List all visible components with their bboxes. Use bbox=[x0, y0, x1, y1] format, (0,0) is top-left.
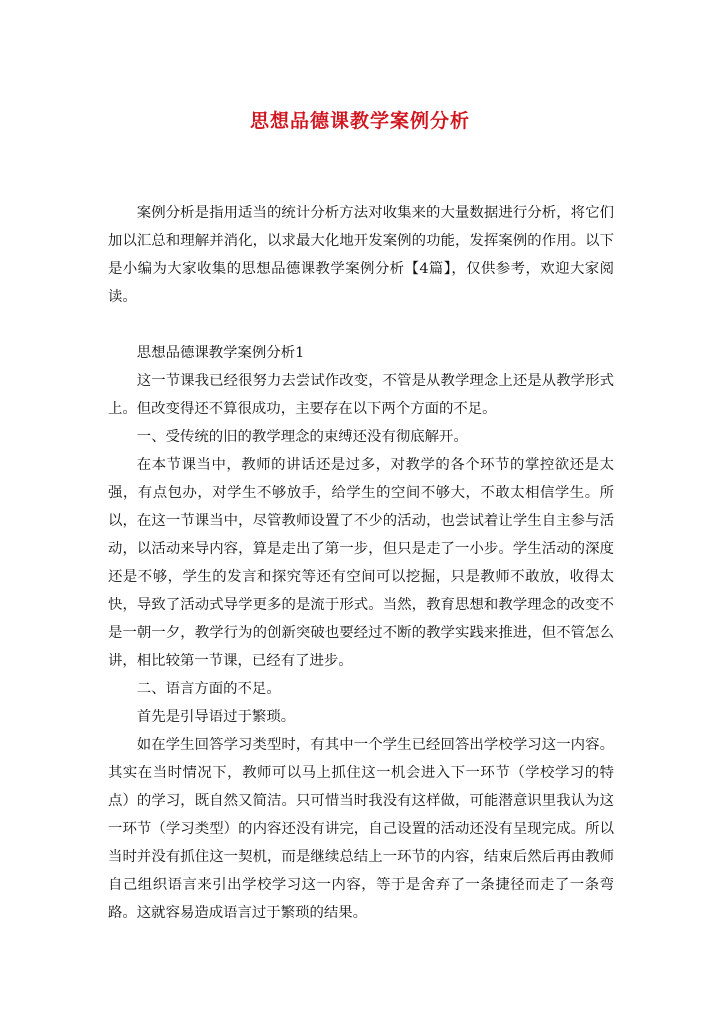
paragraph-1: 这一节课我已经很努力去尝试作改变，不管是从教学理念上还是从教学形式上。但改变得还不算很成功，主要存在以下两个方面的不足。 bbox=[108, 373, 614, 417]
document-title: 思想品德课教学案例分析 bbox=[249, 110, 470, 132]
section-title: 思想品德课教学案例分析1 bbox=[136, 345, 305, 361]
paragraph-4: 二、语言方面的不足。 bbox=[136, 681, 281, 697]
paragraph-2: 一、受传统的旧的教学理念的束缚还没有彻底解开。 bbox=[136, 429, 468, 445]
paragraph-5: 首先是引导语过于繁琐。 bbox=[136, 709, 296, 725]
document-body bbox=[108, 199, 614, 927]
paragraph-6: 如在学生回答学习类型时，有其中一个学生已经回答出学校学习这一内容。其实在当时情况下，教师可以马上抓住这一机会进入下一环节（学校学习的特点）的学习，既自然又简洁。只可惜当时我没有这样做，可能潜意识里我认为这一环节（学习类型）的内容还没有讲完，自己设置的活动还没有呈现完成。所以当时并没有抓住这一契机，而是继续总结上一环节的内容，结束后然后再由教师自己组织语言来引出学校学习这一内容，等于是舍弃了一条捷径而走了一条弯路。这就容易造成语言过于繁琐的结果。 bbox=[108, 737, 614, 921]
intro-paragraph: 案例分析是指用适当的统计分析方法对收集来的大量数据进行分析，将它们加以汇总和理解并消化，以求最大化地开发案例的功能，发挥案例的作用。以下是小编为大家收集的思想品德课教学案例分析【4篇】，仅供参考，欢迎大家阅读。 bbox=[108, 205, 614, 305]
paragraph-3: 在本节课当中，教师的讲话还是过多，对教学的各个环节的掌控欲还是太强，有点包办，对学生不够放手，给学生的空间不够大，不敢太相信学生。所以，在这一节课当中，尽管教师设置了不少的活动，也尝试着让学生自主参与活动，以活动来导内容，算是走出了第一步，但只是走了一小步。学生活动的深度还是不够，学生的发言和探究等还有空间可以挖掘，只是教师不敢放，收得太快，导致了活动式导学更多的是流于形式。当然，教育思想和教学理念的改变不是一朝一夕，教学行为的创新突破也要经过不断的教学实践来推进，但不管怎么讲，相比较第一节课，已经有了进步。 bbox=[108, 457, 614, 669]
